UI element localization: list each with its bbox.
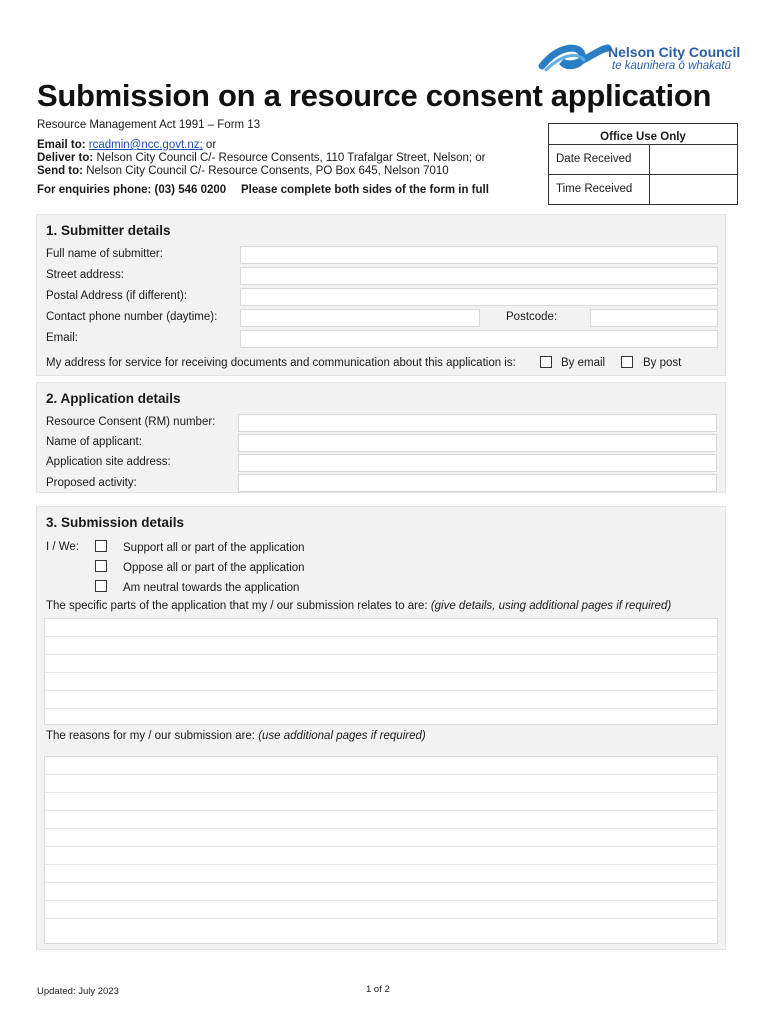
section2-title: 2. Application details [46,391,181,406]
phone-label: Contact phone number (daytime): [46,311,218,323]
site-address-label: Application site address: [46,456,171,468]
email-label: Email to: [37,139,86,151]
enquiries-line: For enquiries phone: (03) 546 0200 [37,184,227,196]
oppose-checkbox[interactable] [95,560,107,572]
date-received-label: Date Received [556,153,632,165]
deliver-line [37,152,486,164]
send-text: Nelson City Council C/- Resource Consents, PO Box 645, Nelson 7010 [86,165,449,177]
act-line: Resource Management Act 1991 – Form 13 [37,119,261,131]
i-we-label: I / We: [46,541,80,553]
send-label: Send to: [37,165,83,177]
full-name-label: Full name of submitter: [46,248,163,260]
office-use-heading: Office Use Only [600,131,686,143]
email-line [37,139,216,151]
by-email-checkbox[interactable] [540,356,552,368]
street-address-label: Street address: [46,269,124,281]
phone-field[interactable] [240,309,480,327]
email-field[interactable] [240,330,718,348]
section3-title: 3. Submission details [46,515,185,530]
neutral-label: Am neutral towards the application [123,582,300,594]
applicant-field[interactable] [238,434,717,452]
parts-line [46,600,671,612]
support-checkbox[interactable] [95,540,107,552]
office-use-box [548,123,738,205]
postal-address-label: Postal Address (if different): [46,290,188,302]
section-submitter-details [36,214,726,376]
deliver-label: Deliver to: [37,152,94,164]
applicant-label: Name of applicant: [46,436,142,448]
reasons-line [46,730,426,742]
section-application-details [36,382,726,493]
page-title: Submission on a resource consent application [37,78,712,113]
postcode-label: Postcode: [506,311,558,323]
site-address-field[interactable] [238,454,717,472]
postal-address-field[interactable] [240,288,718,306]
date-received-cell [649,145,738,175]
logo-subtitle: te kaunihera ō whakatū [612,60,731,72]
section-submission-details [36,506,726,950]
by-post-checkbox[interactable] [621,356,633,368]
updated-date: Updated: July 2023 [37,986,119,997]
time-received-label: Time Received [556,183,633,195]
complete-note: Please complete both sides of the form in full [241,184,489,196]
activity-label: Proposed activity: [46,477,137,489]
email-link[interactable]: rcadmin@ncc.govt.nz; [88,139,203,151]
deliver-text: Nelson City Council C/- Resource Consents, 110 Trafalgar Street, Nelson; or [96,152,486,164]
by-email-label: By email [561,357,606,369]
date-received-row [549,144,737,175]
reasons-textarea[interactable] [44,756,718,944]
postcode-field[interactable] [590,309,718,327]
street-address-field[interactable] [240,267,718,285]
reasons-hint: (use additional pages if required) [258,730,426,742]
parts-label: The specific parts of the application that my / our submission relates to are: [46,600,428,612]
parts-hint: (give details, using additional pages if required) [430,600,672,612]
reasons-label: The reasons for my / our submission are: [46,730,255,742]
activity-field[interactable] [238,474,717,492]
section1-title: 1. Submitter details [46,223,171,238]
service-label: My address for service for receiving documents and communication about this application is: [46,357,516,369]
email-suffix: or [205,139,217,151]
full-name-field[interactable] [240,246,718,264]
by-post-label: By post [643,357,682,369]
logo-name: Nelson City Council [608,44,741,60]
email-field-label: Email: [46,332,78,344]
neutral-checkbox[interactable] [95,580,107,592]
send-line [37,165,449,177]
page-number: 1 of 2 [366,984,390,995]
parts-textarea[interactable] [44,618,718,725]
oppose-label: Oppose all or part of the application [123,562,305,574]
support-label: Support all or part of the application [123,542,305,554]
time-received-row [549,174,737,205]
time-received-cell [649,175,738,205]
rm-number-label: Resource Consent (RM) number: [46,416,216,428]
rm-number-field[interactable] [238,414,717,432]
